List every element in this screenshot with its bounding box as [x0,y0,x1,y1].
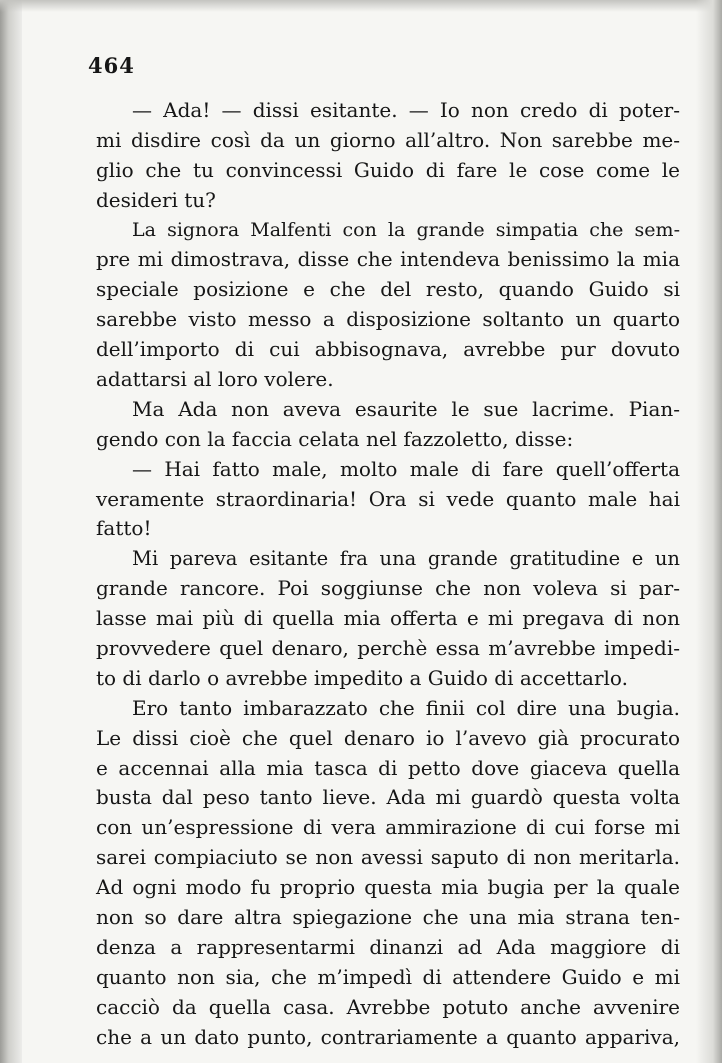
text-line: Ero tanto imbarazzato che finii col dire una bugia. [132,695,680,720]
text-line: fatto! [96,516,152,541]
text-line: denza a rappresentarmi dinanzi ad Ada maggiore di [96,934,680,959]
text-line: Mi pareva esitante fra una grande gratitudine e un [132,547,680,571]
text-line: mi disdire così da un giorno all’altro. Non sarebbe me- [96,127,680,152]
text-line: La signora Malfenti con la grande simpatia che sem- [132,218,680,241]
text-line: busta dal peso tanto lieve. Ada mi guardò questa volta [96,785,680,810]
page-right-edge-shadow [696,0,722,1063]
text-line: adattarsi al loro volere. [96,367,334,392]
text-line: dell’importo di cui abbisognava, avrebbe pur dovuto [96,337,680,362]
text-line: sarebbe visto messo a disposizione soltanto un quarto [96,307,680,332]
text-line: veramente straordinaria! Ora si vede quanto male hai [96,486,680,511]
text-line: sarei compiaciuto se non avessi saputo di non meritarla. [96,845,680,870]
text-line: lasse mai più di quella mia offerta e mi pregava di non [96,606,680,631]
page-left-edge-shadow [0,0,22,1063]
page-number: 464 [88,53,135,78]
text-line: non so dare altra spiegazione che una mia strana ten- [96,905,680,930]
text-line: e accennai alla mia tasca di petto dove giaceva quella [96,755,680,780]
text-line: to di darlo o avrebbe impedito a Guido di accettarlo. [96,665,628,690]
body-text [96,96,680,1053]
text-line: quanto non sia, che m’impedì di attendere Guido e mi [96,964,680,989]
text-line: speciale posizione e che del resto, quando Guido si [96,277,680,302]
text-line: — Ada! — dissi esitante. — Io non credo di poter- [132,98,680,122]
page-top-edge-shadow [0,0,722,12]
text-line: che a un dato punto, contrariamente a quanto appariva, [96,1024,680,1049]
text-line: cacciò da quella casa. Avrebbe potuto anche avvenire [96,994,680,1019]
text-line: glio che tu convincessi Guido di fare le cose come le [96,157,680,182]
text-line: con un’espressione di vera ammirazione di cui forse mi [96,815,680,840]
text-line: provvedere quel denaro, perchè essa m’avrebbe impedi- [96,636,680,661]
text-line: desideri tu? [96,187,216,212]
text-line: gendo con la faccia celata nel fazzoletto, disse: [96,426,574,451]
text-line: Le dissi cioè che quel denaro io l’avevo già procurato [96,725,680,750]
text-line: grande rancore. Poi soggiunse che non voleva si par- [96,576,680,601]
text-line: Ma Ada non aveva esaurite le sue lacrime. Pian- [132,396,680,421]
text-line: pre mi dimostrava, disse che intendeva benissimo la mia [96,247,680,272]
text-line: Ad ogni modo fu proprio questa mia bugia per la quale [96,875,680,900]
text-line: — Hai fatto male, molto male di fare quell’offerta [132,456,680,481]
